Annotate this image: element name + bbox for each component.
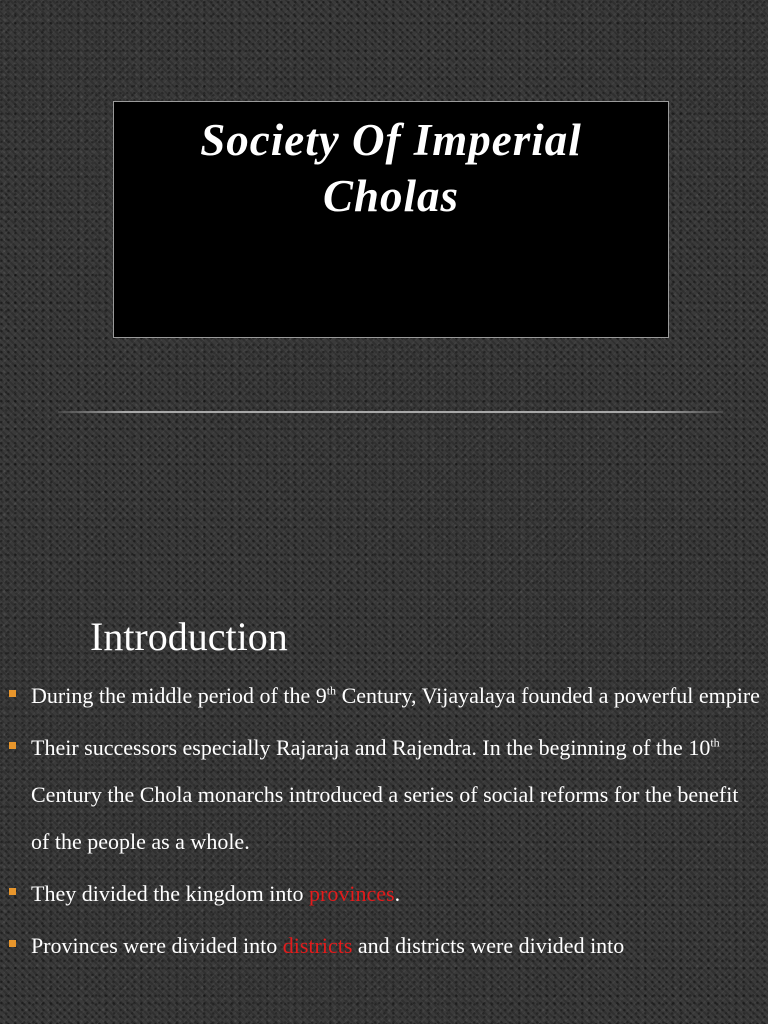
bullet-text: They divided the kingdom into <box>31 881 310 906</box>
bullet-text: Provinces were divided into <box>31 933 283 958</box>
bullet-text: Their successors especially Rajaraja and Rajendra. In the beginning of the 10 <box>31 735 711 760</box>
slide-title-line1: Society Of Imperial <box>200 115 582 165</box>
bullet-text: . <box>394 881 401 906</box>
divider-line <box>58 411 723 413</box>
slide-title-line2: Cholas <box>322 171 460 221</box>
bullet-list <box>0 672 768 974</box>
bullet-item <box>0 724 768 865</box>
ordinal-suffix: th <box>710 735 720 750</box>
bullet-text: Century the Chola monarchs introduced a series of social reforms for the benefit of the people as a whole. <box>31 782 739 854</box>
bullet-text: During the middle period of the 9 <box>31 683 327 708</box>
slide-title <box>114 112 668 224</box>
square-bullet-icon <box>9 888 16 895</box>
section-heading: Introduction <box>90 614 288 659</box>
title-box <box>113 101 669 338</box>
highlighted-term: districts <box>282 933 353 958</box>
bullet-text: Century, Vijayalaya founded a powerful empire <box>336 683 760 708</box>
highlighted-term: provinces <box>309 881 395 906</box>
square-bullet-icon <box>9 742 16 749</box>
square-bullet-icon <box>9 690 16 697</box>
bullet-item <box>0 672 768 719</box>
bullet-text: and districts were divided into <box>352 933 625 958</box>
bullet-item <box>0 870 768 917</box>
ordinal-suffix: th <box>326 683 337 698</box>
square-bullet-icon <box>9 940 16 947</box>
bullet-item <box>0 922 768 969</box>
